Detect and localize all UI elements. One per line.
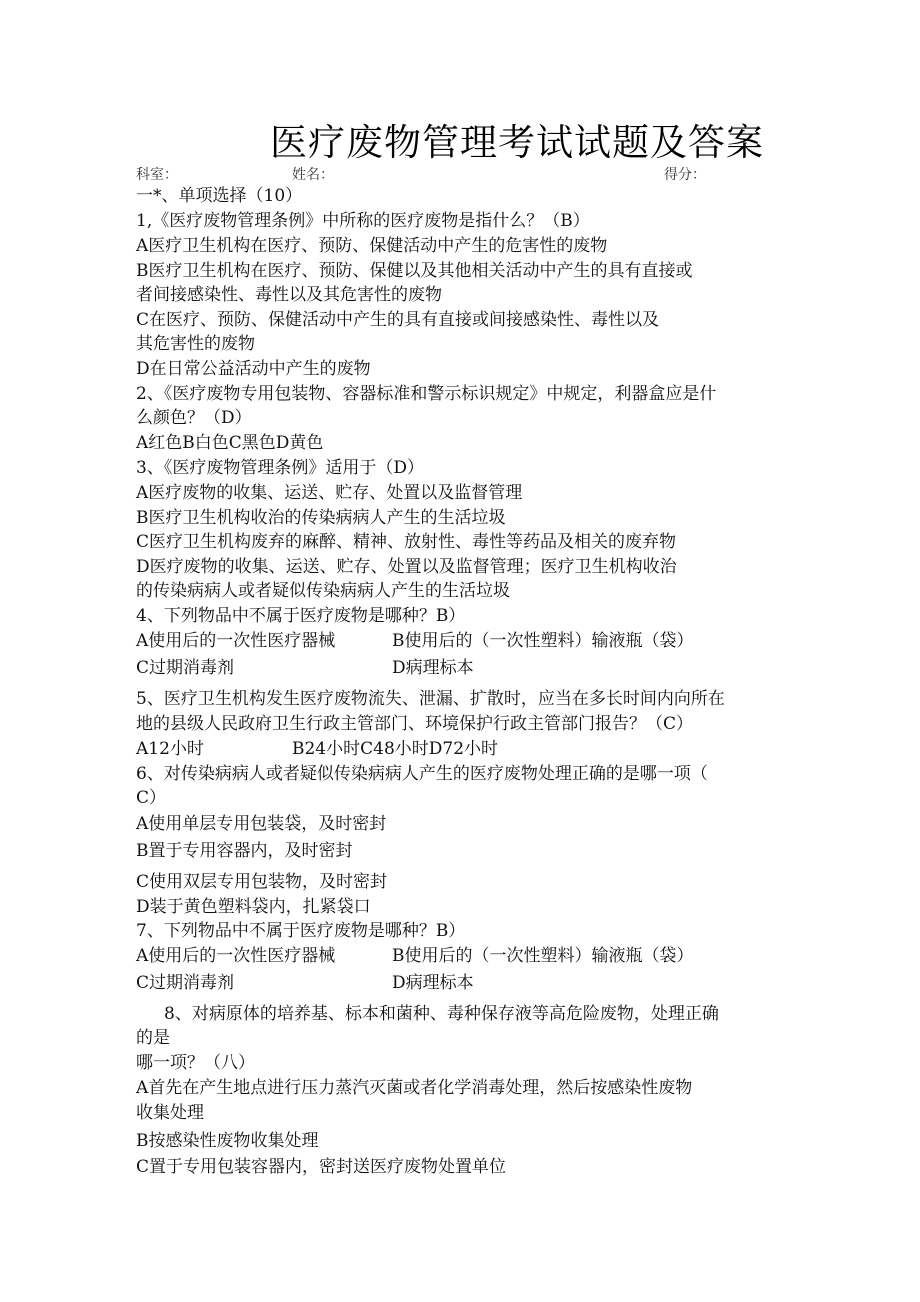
question-5: 5、医疗卫生机构发生医疗废物流失、泄漏、扩散时，应当在多长时间内向所在 xyxy=(136,689,725,709)
q3-option-a: A医疗废物的收集、运送、贮存、处置以及监督管理 xyxy=(136,483,523,503)
q1-option-a: A医疗卫生机构在医疗、预防、保健活动中产生的危害性的废物 xyxy=(136,236,608,256)
q8-option-a-cont: 收集处理 xyxy=(136,1103,204,1123)
q5-option-a: A12小时 xyxy=(136,739,204,759)
q5-options-bcd: B24小时C48小时D72小时 xyxy=(292,739,499,759)
q3-option-b: B医疗卫生机构收治的传染病病人产生的生活垃圾 xyxy=(136,508,506,528)
q3-option-d-cont: 的传染病病人或者疑似传染病病人产生的生活垃圾 xyxy=(136,581,510,601)
q1-option-b: B医疗卫生机构在医疗、预防、保健以及其他相关活动中产生的具有直接或 xyxy=(136,261,693,281)
section-heading: 一*、单项选择（10） xyxy=(136,186,303,206)
question-8-cont-2: 哪一项？（八） xyxy=(136,1053,255,1073)
question-3: 3、《医疗废物管理条例》适用于（D） xyxy=(136,458,424,478)
q6-option-a: A使用单层专用包装袋，及时密封 xyxy=(136,814,387,834)
q1-option-d: D在日常公益活动中产生的废物 xyxy=(136,359,371,379)
q4-option-b: B使用后的（一次性塑料）输液瓶（袋） xyxy=(392,631,694,651)
q1-option-b-cont: 者间接感染性、毒性以及其危害性的废物 xyxy=(136,285,442,305)
question-6-cont: C） xyxy=(136,788,167,808)
q8-option-a: A首先在产生地点进行压力蒸汽灭菌或者化学消毒处理，然后按感染性废物 xyxy=(136,1078,693,1098)
document-title: 医疗废物管理考试试题及答案 xyxy=(270,121,764,164)
question-5-cont: 地的县级人民政府卫生行政主管部门、环境保护行政主管部门报告？（C） xyxy=(136,714,694,734)
q7-option-c: C过期消毒剂 xyxy=(136,973,235,993)
q8-option-c: C置于专用包装容器内，密封送医疗废物处置单位 xyxy=(136,1157,507,1177)
q7-option-a: A使用后的一次性医疗器械 xyxy=(136,946,336,966)
q7-option-d: D病理标本 xyxy=(392,973,474,993)
name-label: 姓名： xyxy=(292,167,334,183)
question-1: 1,《医疗废物管理条例》中所称的医疗废物是指什么？（B） xyxy=(136,211,590,231)
score-label: 得分： xyxy=(664,167,706,183)
q1-option-c-cont: 其危害性的废物 xyxy=(136,334,255,354)
question-8-cont: 的是 xyxy=(136,1028,170,1048)
q4-option-a: A使用后的一次性医疗器械 xyxy=(136,631,336,651)
dept-label: 科室： xyxy=(136,167,178,183)
question-7: 7、下列物品中不属于医疗废物是哪种？B） xyxy=(136,921,466,941)
q6-option-d: D装于黄色塑料袋内，扎紧袋口 xyxy=(136,897,371,917)
q4-option-d: D病理标本 xyxy=(392,658,474,678)
q7-option-b: B使用后的（一次性塑料）输液瓶（袋） xyxy=(392,946,694,966)
q2-options: A红色B白色C黑色D黄色 xyxy=(136,433,324,453)
q3-option-d: D医疗废物的收集、运送、贮存、处置以及监督管理；医疗卫生机构收治 xyxy=(136,557,677,577)
q6-option-b: B置于专用容器内，及时密封 xyxy=(136,841,353,861)
question-6: 6、对传染病病人或者疑似传染病病人产生的医疗废物处理正确的是哪一项（ xyxy=(136,764,708,784)
q8-option-b: B按感染性废物收集处理 xyxy=(136,1131,319,1151)
q1-option-c: C在医疗、预防、保健活动中产生的具有直接或间接感染性、毒性以及 xyxy=(136,310,660,330)
question-8: 8、对病原体的培养基、标本和菌种、毒种保存液等高危险废物，处理正确 xyxy=(164,1004,719,1024)
q4-option-c: C过期消毒剂 xyxy=(136,658,235,678)
question-2: 2、《医疗废物专用包装物、容器标准和警示标识规定》中规定，利器盒应是什 xyxy=(136,384,717,404)
q6-option-c: C使用双层专用包装物，及时密封 xyxy=(136,872,388,892)
question-2-cont: 么颜色？（D） xyxy=(136,408,252,428)
q3-option-c: C医疗卫生机构废弃的麻醉、精神、放射性、毒性等药品及相关的废弃物 xyxy=(136,532,677,552)
question-4: 4、下列物品中不属于医疗废物是哪种？B） xyxy=(136,606,466,626)
